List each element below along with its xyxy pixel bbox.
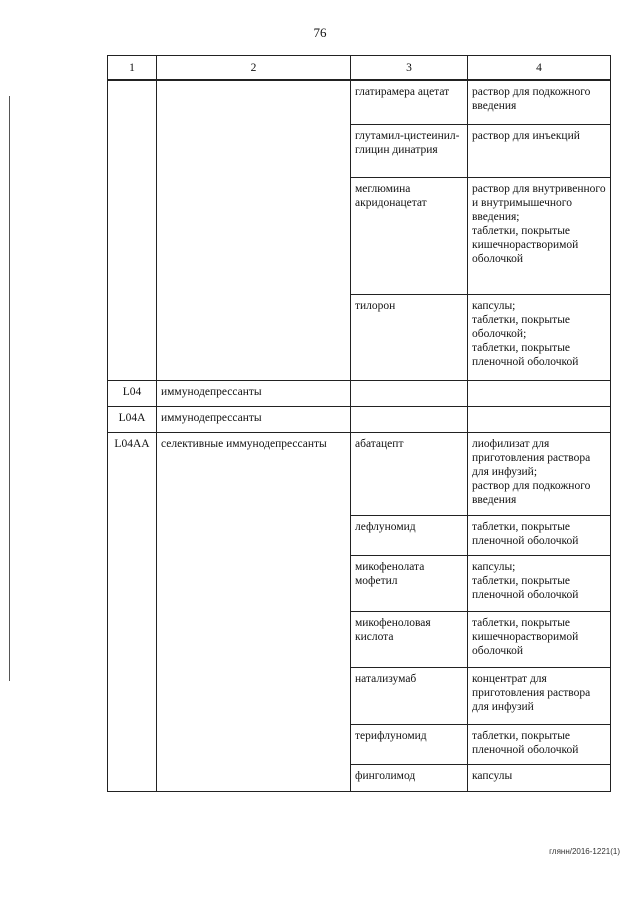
- table-row: [108, 667, 611, 724]
- table-row: [108, 432, 611, 515]
- group-name: селективные иммунодепрессанты: [157, 432, 351, 515]
- table-row: [108, 406, 611, 432]
- header-col-2: 2: [157, 56, 351, 81]
- table-row: [108, 80, 611, 124]
- drug-name: глатирамера ацетат: [351, 80, 468, 124]
- margin-line: [9, 96, 10, 681]
- table-row: [108, 555, 611, 611]
- dosage-form: таблетки, покрытые пленочной оболочкой: [468, 515, 611, 555]
- name-cell: [157, 80, 351, 124]
- dosage-form: капсулы; таблетки, покрытые пленочной оболочкой: [468, 555, 611, 611]
- dosage-form: раствор для подкожного введения: [468, 80, 611, 124]
- drug-name: глутамил-цистеинил-глицин динатрия: [351, 124, 468, 177]
- table-row: [108, 380, 611, 406]
- header-col-4: 4: [468, 56, 611, 81]
- drug-name: микофенолата мофетил: [351, 555, 468, 611]
- atc-code: L04AA: [108, 432, 157, 515]
- group-name: иммунодепрессанты: [157, 380, 351, 406]
- table-row: [108, 724, 611, 764]
- drug-name: финголимод: [351, 764, 468, 791]
- dosage-form: таблетки, покрытые кишечнорастворимой оболочкой: [468, 611, 611, 667]
- drug-name: лефлуномид: [351, 515, 468, 555]
- table-row: [108, 294, 611, 380]
- dosage-form: таблетки, покрытые пленочной оболочкой: [468, 724, 611, 764]
- page-number: 76: [313, 25, 327, 40]
- atc-code: L04: [108, 380, 157, 406]
- dosage-form: капсулы; таблетки, покрытые оболочкой; таблетки, покрытые пленочной оболочкой: [468, 294, 611, 380]
- header-col-1: 1: [108, 56, 157, 81]
- header-col-3: 3: [351, 56, 468, 81]
- dosage-form: концентрат для приготовления раствора для инфузий: [468, 667, 611, 724]
- table-row: [108, 177, 611, 294]
- table-row: [108, 124, 611, 177]
- atc-code: L04A: [108, 406, 157, 432]
- drug-name: тилорон: [351, 294, 468, 380]
- group-name: иммунодепрессанты: [157, 406, 351, 432]
- dosage-form: капсулы: [468, 764, 611, 791]
- header-row: [108, 56, 611, 81]
- drug-name: терифлуномид: [351, 724, 468, 764]
- dosage-form: лиофилизат для приготовления раствора для инфузий; раствор для подкожного введения: [468, 432, 611, 515]
- code-cell: [108, 80, 157, 124]
- document-id: глянн/2016-1221(1): [549, 847, 620, 856]
- table-row: [108, 611, 611, 667]
- drug-name: микофеноловая кислота: [351, 611, 468, 667]
- drug-name: натализумаб: [351, 667, 468, 724]
- table-row: [108, 764, 611, 791]
- dosage-form: раствор для инъекций: [468, 124, 611, 177]
- dosage-form: раствор для внутривенного и внутримышечного введения; таблетки, покрытые кишечнорастворимой оболочкой: [468, 177, 611, 294]
- drug-name: абатацепт: [351, 432, 468, 515]
- table-row: [108, 515, 611, 555]
- medication-table: [107, 55, 611, 792]
- drug-name: меглюмина акридонацетат: [351, 177, 468, 294]
